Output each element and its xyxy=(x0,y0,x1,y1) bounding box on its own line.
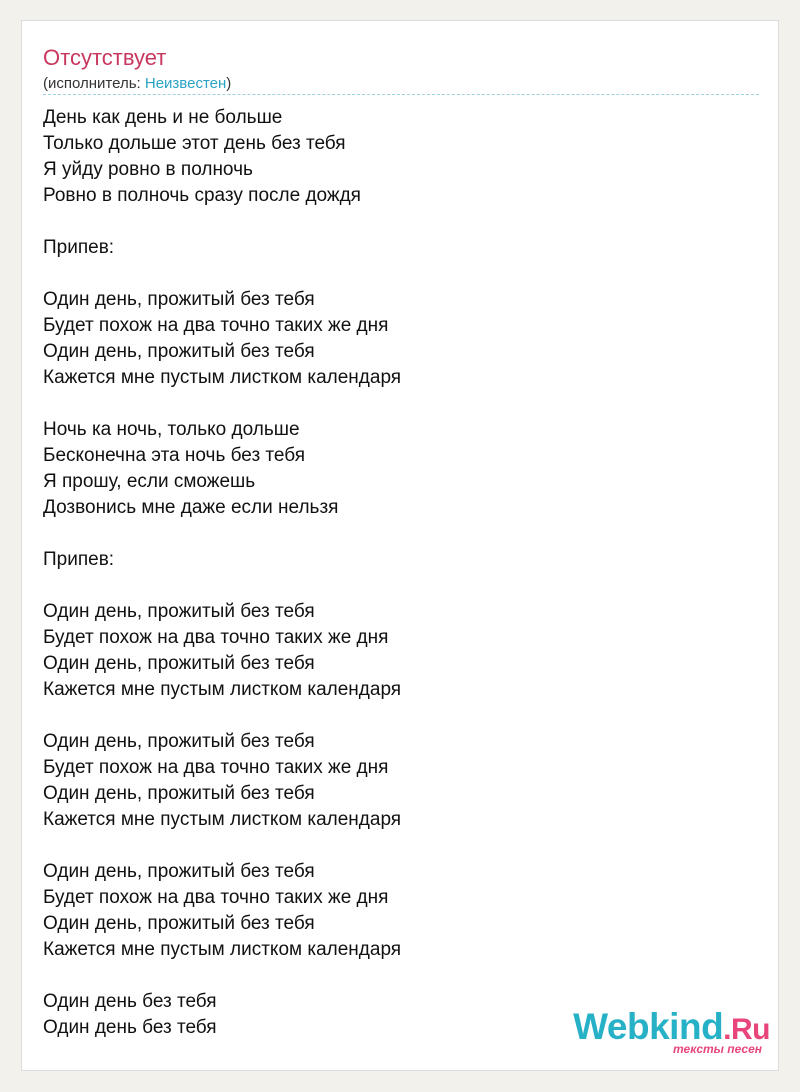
lyrics-blank-line xyxy=(43,209,743,235)
song-meta xyxy=(43,74,231,94)
lyrics-line: Кажется мне пустым листком календаря xyxy=(43,809,402,830)
divider xyxy=(43,94,759,95)
lyrics-line: День как день и не больше xyxy=(43,107,283,128)
lyrics-line: Один день без тебя xyxy=(43,1017,217,1038)
lyrics-line: Будет похож на два точно таких же дня xyxy=(43,887,389,908)
lyrics-line: Один день, прожитый без тебя xyxy=(43,341,315,362)
lyrics-blank-line xyxy=(43,261,743,287)
lyrics-line: Я уйду ровно в полночь xyxy=(43,159,253,180)
lyrics-line: Кажется мне пустым листком календаря xyxy=(43,939,402,960)
lyrics-line: Один день без тебя xyxy=(43,991,217,1012)
lyrics-text xyxy=(43,105,743,1041)
lyrics-card xyxy=(21,20,779,1071)
lyrics-line: Ровно в полночь сразу после дождя xyxy=(43,185,361,206)
lyrics-line: Один день, прожитый без тебя xyxy=(43,601,315,622)
lyrics-line: Один день, прожитый без тебя xyxy=(43,731,315,752)
lyrics-line: Кажется мне пустым листком календаря xyxy=(43,679,402,700)
lyrics-line: Только дольше этот день без тебя xyxy=(43,133,346,154)
lyrics-blank-line xyxy=(43,703,743,729)
logo-tagline: тексты песен xyxy=(673,1042,762,1056)
lyrics-line: Дозвонись мне даже если нельзя xyxy=(43,497,339,518)
artist-prefix: (исполнитель: xyxy=(43,75,145,92)
lyrics-blank-line xyxy=(43,963,743,989)
lyrics-line: Один день, прожитый без тебя xyxy=(43,861,315,882)
artist-suffix: ) xyxy=(226,75,232,92)
lyrics-line: Ночь ка ночь, только дольше xyxy=(43,419,300,440)
logo-brand: Webkind xyxy=(573,1006,724,1047)
site-logo[interactable] xyxy=(573,1007,770,1056)
lyrics-line: Кажется мне пустым листком календаря xyxy=(43,367,402,388)
song-title: Отсутствует xyxy=(43,45,167,70)
lyrics-blank-line xyxy=(43,833,743,859)
lyrics-line: Один день, прожитый без тебя xyxy=(43,783,315,804)
lyrics-line: Будет похож на два точно таких же дня xyxy=(43,757,389,778)
lyrics-line: Припев: xyxy=(43,237,115,258)
lyrics-blank-line xyxy=(43,391,743,417)
lyrics-line: Я прошу, если сможешь xyxy=(43,471,256,492)
lyrics-line: Один день, прожитый без тебя xyxy=(43,653,315,674)
lyrics-blank-line xyxy=(43,521,743,547)
lyrics-line: Бесконечна эта ночь без тебя xyxy=(43,445,306,466)
lyrics-line: Будет похож на два точно таких же дня xyxy=(43,315,389,336)
lyrics-line: Один день, прожитый без тебя xyxy=(43,913,315,934)
lyrics-line: Один день, прожитый без тебя xyxy=(43,289,315,310)
lyrics-line: Припев: xyxy=(43,549,115,570)
lyrics-blank-line xyxy=(43,573,743,599)
lyrics-line: Будет похож на два точно таких же дня xyxy=(43,627,389,648)
logo-tld: .Ru xyxy=(723,1013,770,1046)
artist-link[interactable]: Неизвестен xyxy=(144,75,227,92)
